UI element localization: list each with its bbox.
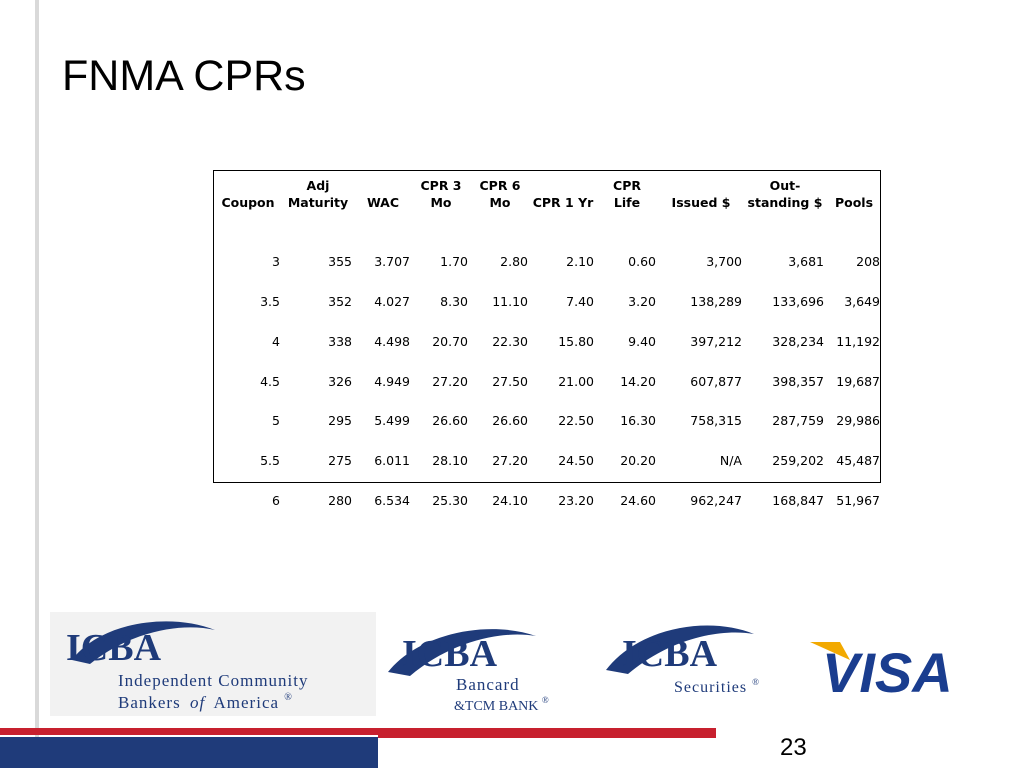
cell-outstanding: 133,696	[772, 293, 824, 309]
cell-coupon: 6	[272, 493, 280, 509]
cell-pools: 19,687	[836, 373, 880, 389]
cell-adj-maturity: 355	[328, 253, 352, 269]
cell-cpr-life: 14.20	[620, 373, 656, 389]
header-cpr-3mo: CPR 3 Mo	[420, 178, 462, 210]
cell-pools: 51,967	[836, 493, 880, 509]
bancard-line1: Bancard	[456, 675, 520, 694]
header-outstanding: Out- standing $	[747, 178, 823, 210]
cell-adj-maturity: 280	[328, 493, 352, 509]
table-spacer-row	[214, 211, 882, 230]
cell-pools: 208	[856, 253, 880, 269]
cell-cpr-3mo: 26.60	[432, 413, 468, 429]
page-number: 23	[780, 734, 807, 761]
icba-reg: ®	[284, 692, 293, 703]
cell-issued: 397,212	[690, 333, 742, 349]
icba-line2-of: of	[189, 693, 206, 712]
sponsor-logos	[50, 612, 980, 716]
cell-coupon: 5	[272, 413, 280, 429]
cell-issued: 962,247	[690, 493, 742, 509]
table-row	[214, 350, 882, 390]
cell-wac: 4.498	[374, 333, 410, 349]
cpr-table	[214, 171, 882, 509]
table-spacer-cell	[214, 211, 882, 230]
cell-outstanding: 168,847	[772, 493, 824, 509]
bancard-reg: ®	[541, 695, 549, 705]
cell-issued: 607,877	[690, 373, 742, 389]
cell-cpr-life: 16.30	[620, 413, 656, 429]
icba-line1: Independent Community	[118, 671, 309, 690]
cell-coupon: 3	[272, 253, 280, 269]
cell-cpr-1yr: 21.00	[558, 373, 594, 389]
cell-coupon: 4	[272, 333, 280, 349]
cell-cpr-3mo: 27.20	[432, 373, 468, 389]
cell-pools: 3,649	[844, 293, 880, 309]
bancard-line2	[454, 695, 549, 714]
cell-issued: 3,700	[706, 253, 742, 269]
cell-cpr-life: 3.20	[628, 293, 656, 309]
cell-cpr-6mo: 22.30	[492, 333, 528, 349]
cell-cpr-3mo: 28.10	[432, 453, 468, 469]
cell-wac: 5.499	[374, 413, 410, 429]
cell-coupon: 5.5	[260, 453, 280, 469]
cell-cpr-3mo: 25.30	[432, 493, 468, 509]
bancard-mark: ICBA	[402, 633, 498, 675]
cell-cpr-6mo: 27.20	[492, 453, 528, 469]
cell-cpr-6mo: 24.10	[492, 493, 528, 509]
cell-cpr-1yr: 24.50	[558, 453, 594, 469]
cell-cpr-life: 20.20	[620, 453, 656, 469]
cell-outstanding: 287,759	[772, 413, 824, 429]
cell-wac: 4.027	[374, 293, 410, 309]
header-issued: Issued $	[671, 195, 731, 210]
visa-mark: VISA	[822, 641, 953, 704]
icba-logo	[50, 612, 376, 716]
cell-cpr-life: 24.60	[620, 493, 656, 509]
footer-blue-bar	[0, 737, 378, 768]
cell-cpr-6mo: 2.80	[500, 253, 528, 269]
visa-logo	[810, 641, 953, 704]
icba-line2-america: America	[213, 693, 280, 712]
cell-wac: 6.011	[374, 453, 410, 469]
cell-wac: 6.534	[374, 493, 410, 509]
header-adj-maturity: Adj Maturity	[287, 178, 349, 210]
cell-cpr-6mo: 11.10	[492, 293, 528, 309]
securities-reg: ®	[752, 677, 760, 687]
icba-line2-bankers: Bankers	[118, 693, 181, 712]
table-header-row	[214, 171, 882, 211]
cell-wac: 3.707	[374, 253, 410, 269]
cell-cpr-3mo: 1.70	[440, 253, 468, 269]
cell-cpr-1yr: 15.80	[558, 333, 594, 349]
header-wac: WAC	[366, 195, 400, 210]
cell-cpr-life: 0.60	[628, 253, 656, 269]
icba-line2	[118, 692, 293, 712]
table-row	[214, 230, 882, 270]
table-row	[214, 390, 882, 430]
bancard-line2-text: &TCM BANK	[454, 699, 539, 714]
cell-wac: 4.949	[374, 373, 410, 389]
header-cpr-1yr: CPR 1 Yr	[532, 195, 594, 210]
footer-red-bar-thin	[378, 735, 716, 738]
cell-coupon: 4.5	[260, 373, 280, 389]
table-row	[214, 469, 882, 509]
header-cpr-6mo: CPR 6 Mo	[479, 178, 521, 210]
cell-cpr-1yr: 7.40	[566, 293, 594, 309]
slide-title: FNMA CPRs	[62, 52, 306, 100]
cell-cpr-6mo: 27.50	[492, 373, 528, 389]
cell-adj-maturity: 326	[328, 373, 352, 389]
cell-outstanding: 398,357	[772, 373, 824, 389]
cell-pools: 45,487	[836, 453, 880, 469]
cell-cpr-3mo: 8.30	[440, 293, 468, 309]
header-cpr-life: CPR Life	[613, 178, 641, 210]
header-pools: Pools	[834, 195, 874, 210]
cell-adj-maturity: 295	[328, 413, 352, 429]
cell-cpr-6mo: 26.60	[492, 413, 528, 429]
icba-mark: ICBA	[66, 627, 162, 669]
cell-adj-maturity: 338	[328, 333, 352, 349]
cell-cpr-3mo: 20.70	[432, 333, 468, 349]
cell-issued: N/A	[719, 453, 742, 469]
cell-outstanding: 259,202	[772, 453, 824, 469]
cell-pools: 29,986	[836, 413, 880, 429]
cell-cpr-1yr: 2.10	[566, 253, 594, 269]
cell-issued: 138,289	[690, 293, 742, 309]
securities-line1-text: Securities	[674, 679, 748, 696]
cpr-table-frame	[213, 170, 881, 509]
table-body	[214, 211, 882, 509]
cell-adj-maturity: 275	[328, 453, 352, 469]
cell-issued: 758,315	[690, 413, 742, 429]
cell-pools: 11,192	[836, 333, 880, 349]
left-border-rule	[35, 0, 39, 768]
cell-outstanding: 328,234	[772, 333, 824, 349]
securities-mark: ICBA	[622, 633, 718, 675]
icba-securities-logo	[606, 626, 760, 696]
table-row	[214, 270, 882, 310]
cell-cpr-1yr: 23.20	[558, 493, 594, 509]
icba-bancard-logo	[388, 629, 549, 714]
table-row	[214, 310, 882, 350]
cell-outstanding: 3,681	[788, 253, 824, 269]
cell-cpr-1yr: 22.50	[558, 413, 594, 429]
cell-cpr-life: 9.40	[628, 333, 656, 349]
header-coupon: Coupon	[221, 195, 275, 210]
cell-adj-maturity: 352	[328, 293, 352, 309]
footer-red-bar	[0, 728, 716, 735]
cell-coupon: 3.5	[260, 293, 280, 309]
table-row	[214, 429, 882, 469]
securities-line1	[674, 677, 760, 696]
